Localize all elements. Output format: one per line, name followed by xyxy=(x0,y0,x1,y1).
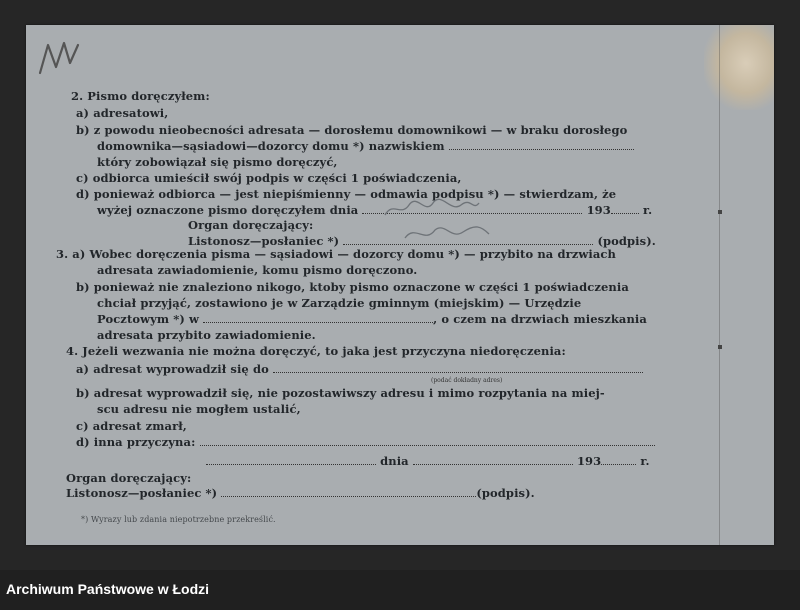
signature-field-4[interactable] xyxy=(221,487,476,497)
option-4d xyxy=(76,435,655,449)
section-3a-line1: 3. a) Wobec doręczenia pisma — sąsiadowi — dozorcy domu *) — przybito na drzwiach xyxy=(56,247,616,261)
year-suffix: r. xyxy=(643,203,653,217)
place-field[interactable] xyxy=(206,455,376,465)
section-3b-line2: chciał przyjąć, zostawiono je w Zarządzie gminnym (miejskim) — Urzędzie xyxy=(97,296,582,310)
option-2d-line2 xyxy=(97,203,652,217)
delivery-organ-label: Organ doręczający: xyxy=(188,218,314,232)
handwritten-initial xyxy=(34,37,94,77)
option-4b-line1: b) adresat wyprowadził się, nie pozostawiwszy adresu i mimo rozpytania na miej- xyxy=(76,386,605,400)
date-field[interactable] xyxy=(413,455,573,465)
address-note: (podać dokładny adres) xyxy=(431,377,503,384)
section-2-title: 2. Pismo doręczyłem: xyxy=(71,89,210,103)
post-office-label: Pocztowym *) w xyxy=(97,312,200,326)
delivery-date-label: wyżej oznaczone pismo doręczyłem dnia xyxy=(97,203,359,217)
option-2b-text: domownika—sąsiadowi—dozorcy domu *) nazwiskiem xyxy=(97,139,445,153)
option-2a: a) adresatowi, xyxy=(76,106,169,120)
section-3b-line4: adresata przybito zawiadomienie. xyxy=(97,328,316,342)
year-field-4[interactable] xyxy=(601,455,636,465)
year-label-4: 193 xyxy=(576,454,602,468)
date-label: dnia xyxy=(380,454,409,468)
torn-corner xyxy=(704,25,774,110)
handwritten-date xyxy=(381,197,481,221)
handwritten-signature xyxy=(401,222,491,244)
punch-mark xyxy=(718,345,722,349)
option-2b-line1: b) z powodu nieobecności adresata — dorosłemu domownikowi — w braku dorosłego xyxy=(76,123,628,137)
archive-name: Archiwum Państwowe w Łodzi xyxy=(6,581,210,597)
punch-mark xyxy=(718,210,722,214)
postman-label: Listonosz—posłaniec *) xyxy=(188,234,340,248)
section-3a-line2: adresata zawiadomienie, komu pismo doręczono. xyxy=(97,263,418,277)
section-3b-line1: b) ponieważ nie znaleziono nikogo, ktoby pismo oznaczone w części 1 poświadczenia xyxy=(76,280,629,294)
other-reason-field[interactable] xyxy=(200,436,655,446)
moved-to-label: a) adresat wyprowadził się do xyxy=(76,362,269,376)
footnote: *) Wyrazy lub zdania niepotrzebne przekreślić. xyxy=(81,515,276,524)
year-suffix-4: r. xyxy=(640,454,650,468)
section-4-title: 4. Jeżeli wezwania nie można doręczyć, to jaka jest przyczyna niedoręczenia: xyxy=(66,344,566,358)
option-4a xyxy=(76,362,643,376)
postman-line-4 xyxy=(66,486,535,500)
option-2b-line3: który zobowiązał się pismo doręczyć, xyxy=(97,155,338,169)
year-label: 193 xyxy=(586,203,611,217)
option-2b-line2 xyxy=(97,139,634,153)
option-4c: c) adresat zmarł, xyxy=(76,419,187,433)
signature-label-4: (podpis). xyxy=(476,486,535,500)
year-field[interactable] xyxy=(611,204,639,214)
postman-label-4: Listonosz—posłaniec *) xyxy=(66,486,218,500)
other-reason-label: d) inna przyczyna: xyxy=(76,435,196,449)
archive-footer-bar xyxy=(0,570,800,610)
date-line xyxy=(206,454,650,468)
organ-label-4: Organ doręczający: xyxy=(66,471,192,485)
name-field[interactable] xyxy=(449,140,634,150)
document-scan xyxy=(26,25,774,545)
new-address-field[interactable] xyxy=(273,363,643,373)
option-4b-line2: scu adresu nie mogłem ustalić, xyxy=(97,402,301,416)
post-office-suffix: , o czem na drzwiach mieszkania xyxy=(433,312,647,326)
fold-line xyxy=(719,25,720,545)
signature-label: (podpis). xyxy=(597,234,656,248)
post-office-field[interactable] xyxy=(203,313,433,323)
option-2c: c) odbiorca umieścił swój podpis w części 1 poświadczenia, xyxy=(76,171,462,185)
section-3b-line3 xyxy=(97,312,647,326)
option-2d-line1: d) ponieważ odbiorca — jest niepiśmienny — odmawia podpisu *) — stwierdzam, że xyxy=(76,187,617,201)
